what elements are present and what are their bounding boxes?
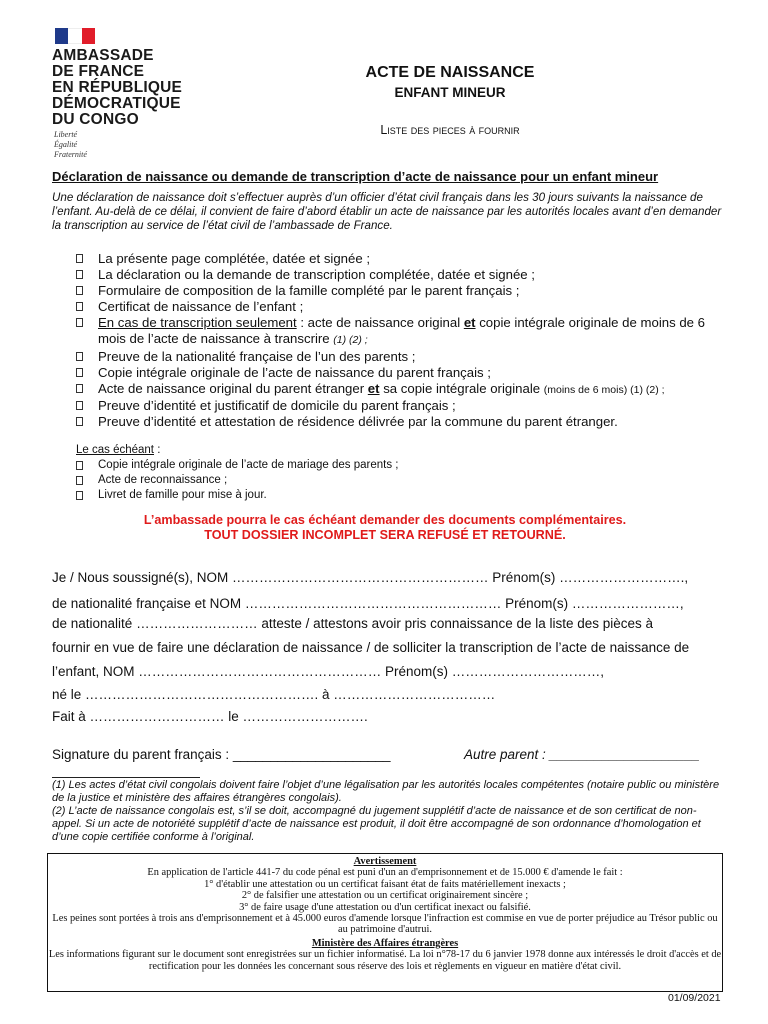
pieces-heading: Liste des pieces à fournir: [380, 123, 520, 137]
ministry-text: Les informations figurant sur le document sont enregistrées sur un fichier informatisé. La loi n°78-17 du 6 janvier 1978 donne aux intéressés le droit d'accès et de rectification pour les données les concernant sous réserve des lois et règlements en vigueur en matière d'état civil.: [48, 949, 722, 972]
republic-motto: Liberté Égalité Fraternité: [54, 130, 87, 159]
french-parent-signature[interactable]: Signature du parent français : _____________________: [52, 747, 391, 762]
legal-warning-box: [47, 853, 723, 992]
nationality-line[interactable]: de nationalité ……………………… atteste / attestons avoir pris connaissance de la liste des pièces à: [52, 616, 654, 631]
list-item[interactable]: Certificat de naissance de l’enfant ;: [76, 299, 726, 315]
warning-title: Avertissement: [353, 856, 417, 867]
footnotes: [52, 779, 722, 844]
warning-text: En application de l'article 441-7 du code pénal est puni d'un an d'emprisonnement et de 15.000 € d'amende le fait :: [147, 867, 623, 879]
checkbox-icon[interactable]: [76, 476, 83, 485]
list-item[interactable]: Preuve d’identité et justificatif de domicile du parent français ;: [76, 398, 726, 414]
footnote-1: (1) Les actes d’état civil congolais doivent faire l’objet d’une légalisation par les autorités locales compétentes (notaire public ou ministère de la justice et ministère des affaires étrangères congolais).: [52, 779, 720, 804]
list-item[interactable]: La présente page complétée, datée et signée ;: [76, 251, 726, 267]
warning-text: 3° de faire usage d'une attestation ou d'un certificat inexact ou falsifié.: [239, 901, 531, 913]
birth-line[interactable]: né le ……………………………………………. à ………………………………: [52, 687, 496, 702]
document-subtitle: ENFANT MINEUR: [394, 85, 506, 100]
embassy-notice: L’ambassade pourra le cas échéant demander des documents complémentaires.: [143, 513, 627, 527]
checkbox-icon[interactable]: [76, 417, 83, 426]
optional-documents-list: [76, 458, 398, 503]
list-item[interactable]: La déclaration ou la demande de transcription complétée, datée et signée ;: [76, 267, 726, 283]
optional-heading: Le cas échéant :: [76, 444, 161, 456]
footnote-2: (2) L’acte de naissance congolais est, s’il se doit, accompagné du jugement supplétif d’acte de naissance et de son certificat de non-appel. Si un acte de notoriété supplétif d’acte de naissance est produit, il doit être accompagné de son ordonnance d’homologation et d’une copie certifiée conforme à l’original.: [52, 805, 701, 843]
checkbox-icon[interactable]: [76, 352, 83, 361]
intro-paragraph: Une déclaration de naissance doit s’effectuer auprès d’un officier d’état civil français dans les 30 jours suivants la naissance de l’enfant. Au-delà de ce délai, il convient de faire d’abord établir un acte de naissance par les autorités locales avant d’en demander la transcription au service de l’état civil de l’ambassade de France.: [52, 191, 722, 232]
list-item[interactable]: Acte de naissance original du parent étranger et sa copie intégrale originale (moins de 6 mois) (1) (2) ;: [76, 381, 726, 398]
required-documents-list: [76, 251, 726, 430]
list-item[interactable]: Formulaire de composition de la famille complété par le parent français ;: [76, 283, 726, 299]
document-date: 01/09/2021: [668, 992, 721, 1004]
warning-text: Les peines sont portées à trois ans d'emprisonnement et à 45.000 euros d'amende lorsque l'infraction est commise en vue de porter préjudice au Trésor public ou au patrimoine d'autrui.: [52, 913, 718, 936]
french-nationality-line[interactable]: de nationalité française et NOM ………………………………………………… Prénom(s) ……………………,: [52, 596, 684, 611]
list-item[interactable]: Acte de reconnaissance ;: [76, 473, 398, 488]
list-item[interactable]: Livret de famille pour mise à jour.: [76, 488, 398, 503]
checkbox-icon[interactable]: [76, 318, 83, 327]
document-title: ACTE DE NAISSANCE: [365, 64, 535, 81]
declarant-name-line[interactable]: Je / Nous soussigné(s), NOM ………………………………………………… Prénom(s) ……………………….,: [52, 570, 689, 585]
checkbox-icon[interactable]: [76, 286, 83, 295]
place-date-line[interactable]: Fait à ………………………… le ……………………….: [52, 709, 368, 724]
footnote-divider: [52, 777, 200, 778]
list-item[interactable]: Copie intégrale originale de l’acte de mariage des parents ;: [76, 458, 398, 473]
checkbox-icon[interactable]: [76, 302, 83, 311]
checkbox-icon[interactable]: [76, 254, 83, 263]
checkbox-icon[interactable]: [76, 461, 83, 470]
list-item[interactable]: Preuve d’identité et attestation de résidence délivrée par la commune du parent étranger.: [76, 414, 726, 430]
embassy-name: AMBASSADE DE FRANCE EN RÉPUBLIQUE DÉMOCRATIQUE DU CONGO: [52, 47, 183, 128]
incomplete-warning: TOUT DOSSIER INCOMPLET SERA REFUSÉ ET RETOURNÉ.: [204, 528, 566, 542]
checkbox-icon[interactable]: [76, 270, 83, 279]
checkbox-icon[interactable]: [76, 491, 83, 500]
list-item[interactable]: En cas de transcription seulement : acte de naissance original et copie intégrale originale de moins de 6 mois de l’acte de naissance à transcrire (1) (2) ;: [76, 315, 726, 348]
child-name-line[interactable]: l’enfant, NOM ……………………………………………… Prénom(s) ……………………………,: [52, 664, 605, 679]
purpose-line: fournir en vue de faire une déclaration de naissance / de solliciter la transcription de l’acte de naissance de: [52, 640, 690, 655]
checkbox-icon[interactable]: [76, 401, 83, 410]
other-parent-signature[interactable]: Autre parent : ____________________: [464, 747, 700, 762]
section-heading: Déclaration de naissance ou demande de transcription d’acte de naissance pour un enfant mineur: [52, 169, 659, 184]
warning-text: 2° de falsifier une attestation ou un certificat originairement sincère ;: [241, 890, 529, 902]
checkbox-icon[interactable]: [76, 384, 83, 393]
ministry-title: Ministère des Affaires étrangères: [311, 937, 459, 949]
checkbox-icon[interactable]: [76, 368, 83, 377]
list-item[interactable]: Copie intégrale originale de l’acte de naissance du parent français ;: [76, 365, 726, 381]
warning-text: 1° d'établir une attestation ou un certificat faisant état de faits matériellement inexacts ;: [204, 878, 566, 890]
french-flag-logo: [55, 28, 95, 44]
list-item[interactable]: Preuve de la nationalité française de l’un des parents ;: [76, 349, 726, 365]
